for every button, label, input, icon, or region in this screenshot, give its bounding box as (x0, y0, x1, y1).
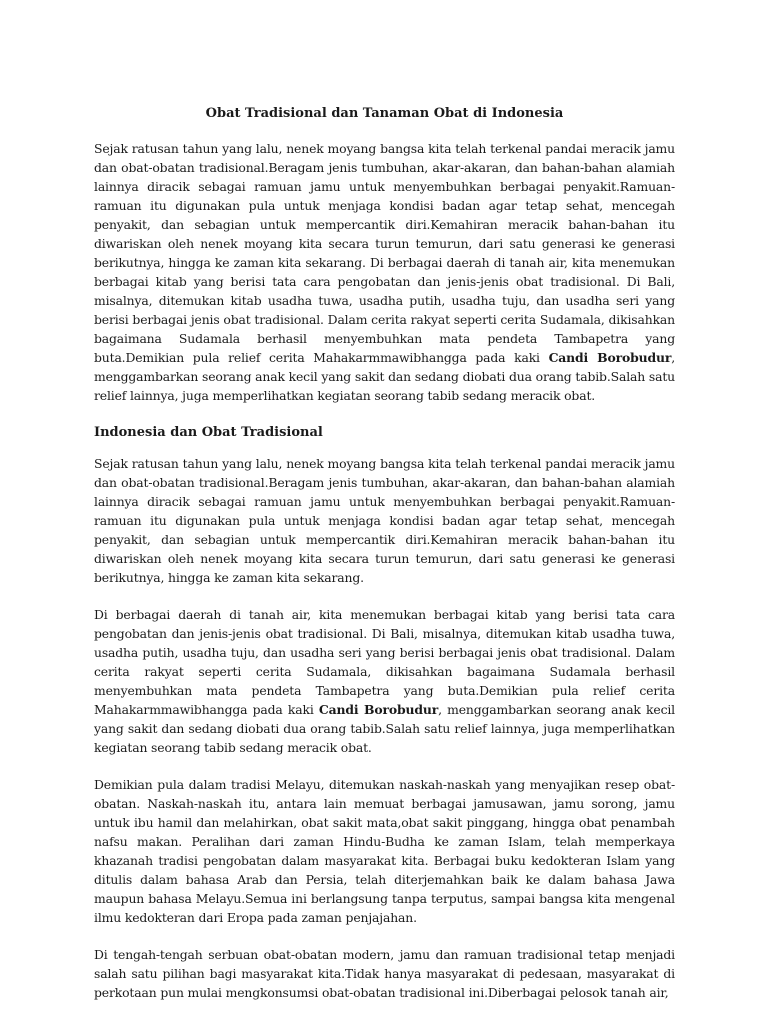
intro-paragraph (94, 139, 675, 405)
paragraph-3: Demikian pula dalam tradisi Melayu, ditemukan naskah-naskah yang menyajikan resep obat-obatan. Naskah-naskah itu, antara lain memuat berbagai jamusawan, jamu sorong, jamu untuk ibu hamil dan melahirkan, obat sakit mata,obat sakit pinggang, hingga obat penambah nafsu makan. Peralihan dari zaman Hindu-Budha ke zaman Islam, telah memperkaya khazanah tradisi pengobatan dalam masyarakat kita. Berbagai buku kedokteran Islam yang ditulis dalam bahasa Arab dan Persia, telah diterjemahkan baik ke dalam bahasa Jawa maupun bahasa Melayu.Semua ini berlangsung tanpa terputus, sampai bangsa kita mengenal ilmu kedokteran dari Eropa pada zaman penjajahan. (94, 777, 675, 925)
document-page (94, 104, 675, 1020)
intro-text-1: Sejak ratusan tahun yang lalu, nenek moyang bangsa kita telah terkenal pandai meracik jamu dan obat-obatan tradisional.Beragam jenis tumbuhan, akar-akaran, dan bahan-bahan alamiah lainnya diracik sebagai ramuan jamu untuk menyembuhkan berbagai penyakit.Ramuan-ramuan itu digunakan pula untuk menjaga kondisi badan agar tetap sehat, mencegah penyakit, dan sebagian untuk mempercantik diri.Kemahiran meracik bahan-bahan itu diwariskan oleh nenek moyang kita secara turun temurun, dari satu generasi ke generasi berikutnya, hingga ke zaman kita sekarang. Di berbagai daerah di tanah air, kita menemukan berbagai kitab yang berisi tata cara pengobatan dan jenis-jenis obat tradisional. Di Bali, misalnya, ditemukan kitab usadha tuwa, usadha putih, usadha tuju, dan usadha seri yang berisi berbagai jenis obat tradisional. Dalam cerita rakyat seperti cerita Sudamala, dikisahkan bagaimana Sudamala berhasil menyembuhkan mata pendeta Tambapetra yang buta.Demikian pula relief cerita Mahakarmmawibhangga pada kaki (94, 141, 675, 365)
intro-bold-candi: Candi Borobudur (548, 350, 672, 365)
paragraph-2 (94, 605, 675, 757)
paragraph-2-bold-candi: Candi Borobudur (318, 702, 439, 717)
section-heading: Indonesia dan Obat Tradisional (94, 425, 323, 440)
paragraph-2-text-2: , menggambarkan seorang anak kecil yang sakit dan sedang diobati dua orang tabib.Salah satu relief lainnya, juga memperlihatkan kegiatan seorang tabib sedang meracik obat. (94, 702, 675, 755)
paragraph-2-text-1: Di berbagai daerah di tanah air, kita menemukan berbagai kitab yang berisi tata cara pengobatan dan jenis-jenis obat tradisional. Di Bali, misalnya, ditemukan kitab usadha tuwa, usadha putih, usadha tuju, dan usadha seri yang berisi berbagai jenis obat tradisional. Dalam cerita rakyat seperti cerita Sudamala, dikisahkan bagaimana Sudamala berhasil menyembuhkan mata pendeta Tambapetra yang buta.Demikian pula relief cerita Mahakarmmawibhangga pada kaki (94, 607, 675, 717)
paragraph-1: Sejak ratusan tahun yang lalu, nenek moyang bangsa kita telah terkenal pandai meracik jamu dan obat-obatan tradisional.Beragam jenis tumbuhan, akar-akaran, dan bahan-bahan alamiah lainnya diracik sebagai ramuan jamu untuk menyembuhkan berbagai penyakit.Ramuan-ramuan itu digunakan pula untuk menjaga kondisi badan agar tetap sehat, mencegah penyakit, dan sebagian untuk mempercantik diri.Kemahiran meracik bahan-bahan itu diwariskan oleh nenek moyang kita secara turun temurun, dari satu generasi ke generasi berikutnya, hingga ke zaman kita sekarang. (94, 456, 675, 585)
intro-text-2: , menggambarkan seorang anak kecil yang sakit dan sedang diobati dua orang tabib.Salah satu relief lainnya, juga memperlihatkan kegiatan seorang tabib sedang meracik obat. (94, 350, 675, 403)
paragraph-4: Di tengah-tengah serbuan obat-obatan modern, jamu dan ramuan tradisional tetap menjadi salah satu pilihan bagi masyarakat kita.Tidak hanya masyarakat di pedesaan, masyarakat di perkotaan pun mulai mengkonsumsi obat-obatan tradisional ini.Diberbagai pelosok tanah air, (94, 947, 675, 1000)
document-title: Obat Tradisional dan Tanaman Obat di Indonesia (205, 106, 564, 121)
